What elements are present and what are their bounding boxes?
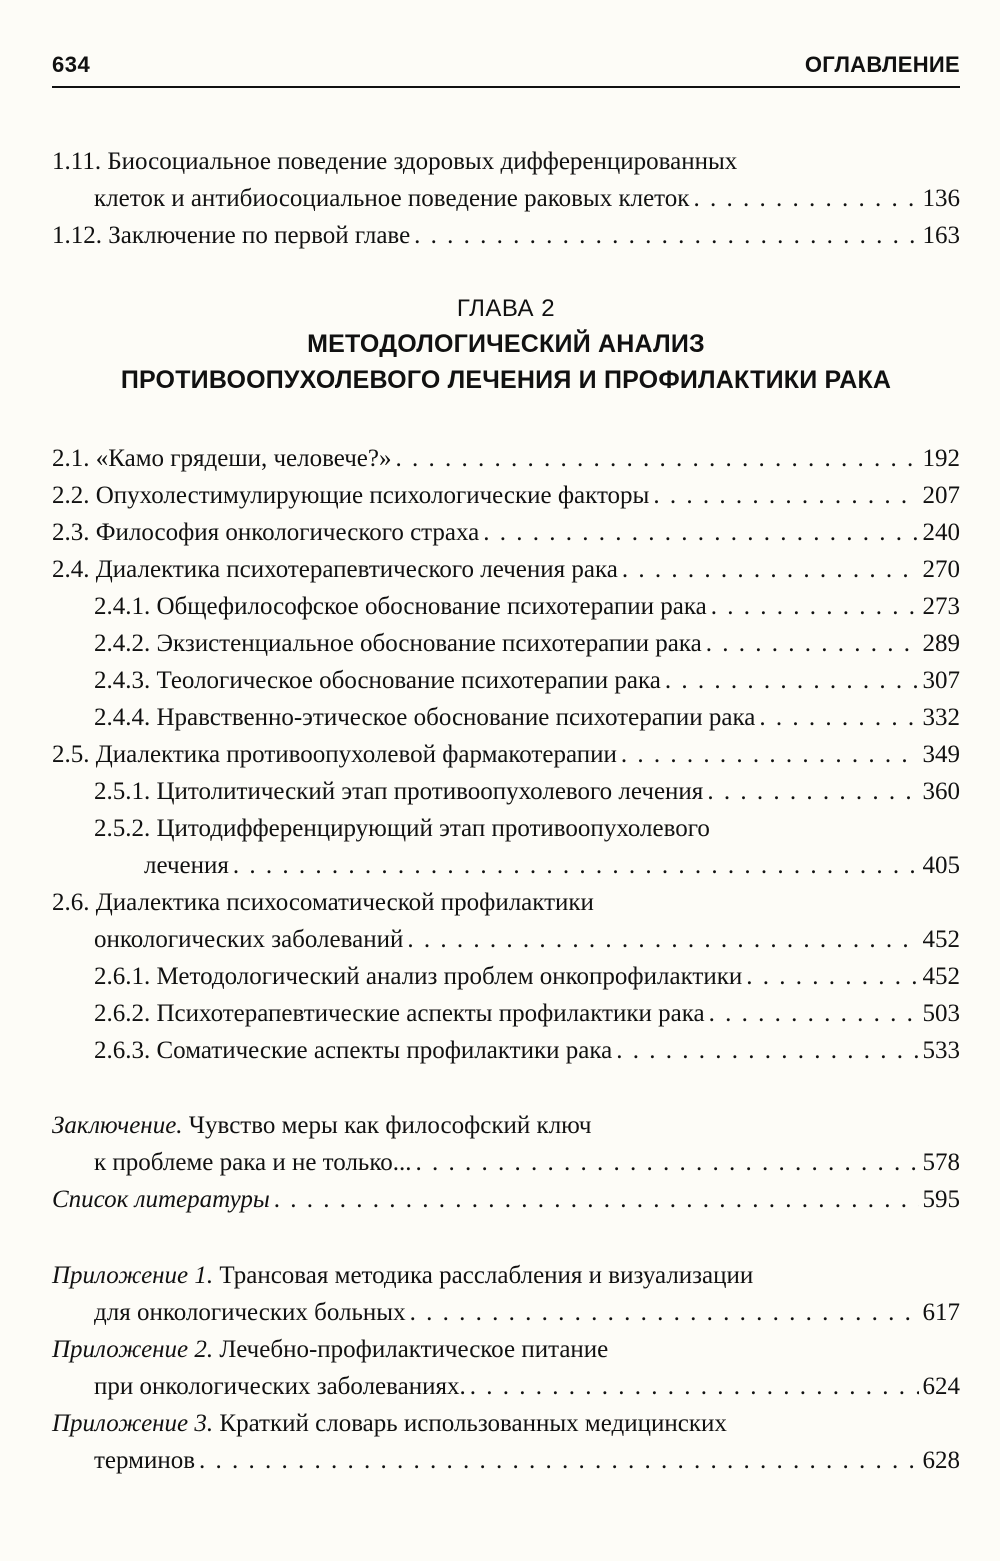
dot-leader	[703, 773, 918, 810]
toc-block-conclusion	[52, 1107, 960, 1218]
toc-entry-2-4-3[interactable]	[52, 662, 960, 699]
chapter-title-line-2: ПРОТИВООПУХОЛЕВОГО ЛЕЧЕНИЯ И ПРОФИЛАКТИКИ РАКА	[120, 366, 892, 394]
dot-leader	[479, 514, 918, 551]
toc-page-number: 405	[922, 852, 960, 879]
toc-entry-title: Трансовая методика расслабления и визуализации	[213, 1262, 754, 1289]
dot-leader	[707, 588, 919, 625]
toc-entry-title: 2.5. Диалектика противоопухолевой фармакотерапии	[52, 741, 617, 768]
toc-page-number: 192	[922, 445, 960, 472]
toc-entry-title-cont: лечения	[144, 852, 229, 879]
dot-leader	[612, 1032, 918, 1069]
toc-page-number: 207	[922, 482, 960, 509]
toc-page-number: 503	[922, 1000, 960, 1027]
dot-leader	[661, 662, 919, 699]
dot-leader	[195, 1442, 918, 1479]
toc-page-number: 533	[922, 1037, 960, 1064]
dot-leader	[742, 958, 918, 995]
toc-page-number: 628	[922, 1447, 960, 1474]
toc-entry-1-12[interactable]	[52, 217, 960, 254]
toc-entry-prefix: Список литературы	[52, 1186, 270, 1213]
chapter-heading	[52, 292, 960, 398]
toc-entry-appendix-3[interactable]	[52, 1405, 960, 1479]
toc-entry-2-6[interactable]	[52, 884, 960, 958]
dot-leader	[229, 847, 919, 884]
dot-leader	[617, 736, 919, 773]
toc-entry-title: 2.6.1. Методологический анализ проблем онкопрофилактики	[94, 963, 743, 990]
toc-entry-2-6-1[interactable]	[52, 958, 960, 995]
toc-page	[52, 0, 960, 1561]
toc-entry-title: 2.4.2. Экзистенциальное обоснование психотерапии рака	[94, 630, 702, 657]
toc-page-number: 136	[922, 185, 960, 212]
toc-entry-2-4[interactable]	[52, 551, 960, 588]
toc-entry-title-cont: к проблеме рака и не только...	[94, 1149, 412, 1176]
running-head	[52, 50, 960, 88]
toc-block-chapter-2	[52, 440, 960, 1069]
dot-leader	[411, 1144, 918, 1181]
toc-entry-2-5-1[interactable]	[52, 773, 960, 810]
toc-page-number: 273	[922, 593, 960, 620]
toc-entry-prefix: Приложение 2.	[52, 1336, 214, 1363]
toc-entry-appendix-1[interactable]	[52, 1257, 960, 1331]
toc-entry-title: 2.6.3. Соматические аспекты профилактики рака	[94, 1037, 613, 1064]
toc-entry-2-5[interactable]	[52, 736, 960, 773]
toc-entry-2-4-4[interactable]	[52, 699, 960, 736]
toc-page-number: 452	[922, 926, 960, 953]
toc-page-number: 617	[922, 1299, 960, 1326]
toc-entry-2-4-1[interactable]	[52, 588, 960, 625]
dot-leader	[410, 217, 918, 254]
toc-entry-title: 2.4. Диалектика психотерапевтического лечения рака	[52, 556, 618, 583]
dot-leader	[466, 1368, 919, 1405]
toc-page-number: 360	[922, 778, 960, 805]
toc-entry-2-3[interactable]	[52, 514, 960, 551]
toc-entry-2-4-2[interactable]	[52, 625, 960, 662]
toc-entry-1-11[interactable]	[52, 143, 960, 217]
dot-leader	[649, 477, 918, 514]
toc-page-number: 349	[922, 741, 960, 768]
toc-block-chapter-1-end	[52, 143, 960, 254]
page-number: 634	[52, 52, 91, 77]
dot-leader	[618, 551, 919, 588]
toc-entry-title: 2.5.1. Цитолитический этап противоопухолевого лечения	[94, 778, 704, 805]
toc-entry-title-cont: клеток и антибиосоциальное поведение раковых клеток	[94, 185, 690, 212]
toc-entry-title: 2.6. Диалектика психосоматической профилактики	[52, 889, 594, 916]
dot-leader	[705, 995, 919, 1032]
toc-entry-title: 1.11. Биосоциальное поведение здоровых дифференцированных	[52, 148, 738, 175]
toc-entry-title: Чувство меры как философский ключ	[182, 1112, 592, 1139]
toc-entry-prefix: Приложение 3.	[52, 1410, 214, 1437]
toc-entry-title-cont: при онкологических заболеваниях.	[94, 1373, 466, 1400]
chapter-label: ГЛАВА 2	[456, 295, 556, 322]
toc-entry-title: Краткий словарь использованных медицинских	[213, 1410, 727, 1437]
toc-page-number: 307	[922, 667, 960, 694]
toc-entry-title: 2.2. Опухолестимулирующие психологические факторы	[52, 482, 650, 509]
toc-entry-title: Лечебно-профилактическое питание	[213, 1336, 609, 1363]
dot-leader	[689, 180, 918, 217]
toc-entry-title-cont: для онкологических больных	[94, 1299, 406, 1326]
toc-page-number: 270	[922, 556, 960, 583]
toc-entry-title-cont: терминов	[94, 1447, 196, 1474]
toc-entry-conclusion[interactable]	[52, 1107, 960, 1181]
toc-entry-title: 2.6.2. Психотерапевтические аспекты профилактики рака	[94, 1000, 705, 1027]
toc-entry-2-5-2[interactable]	[52, 810, 960, 884]
toc-page-number: 332	[922, 704, 960, 731]
toc-page-number: 624	[922, 1373, 960, 1400]
section-name: ОГЛАВЛЕНИЕ	[804, 52, 960, 77]
toc-entry-title: 1.12. Заключение по первой главе	[52, 222, 411, 249]
toc-page-number: 595	[922, 1186, 960, 1213]
dot-leader	[270, 1181, 919, 1218]
dot-leader	[403, 921, 918, 958]
dot-leader	[702, 625, 919, 662]
toc-entry-title: 2.1. «Камо грядеши, человече?»	[52, 445, 392, 472]
toc-page-number: 578	[922, 1149, 960, 1176]
dot-leader	[755, 699, 918, 736]
toc-page-number: 240	[922, 519, 960, 546]
toc-entry-title: 2.4.1. Общефилософское обоснование психотерапии рака	[94, 593, 707, 620]
toc-entry-bibliography[interactable]	[52, 1181, 960, 1218]
dot-leader	[392, 440, 919, 477]
toc-entry-title: 2.4.4. Нравственно-этическое обоснование психотерапии рака	[94, 704, 756, 731]
toc-entry-2-6-2[interactable]	[52, 995, 960, 1032]
toc-entry-title: 2.4.3. Теологическое обоснование психотерапии рака	[94, 667, 661, 694]
toc-entry-prefix: Заключение.	[52, 1112, 183, 1139]
toc-entry-prefix: Приложение 1.	[52, 1262, 214, 1289]
toc-page-number: 289	[922, 630, 960, 657]
toc-entry-title-cont: онкологических заболеваний	[94, 926, 404, 953]
toc-entry-title: 2.3. Философия онкологического страха	[52, 519, 480, 546]
toc-entry-2-6-3[interactable]	[52, 1032, 960, 1069]
toc-page-number: 452	[922, 963, 960, 990]
toc-entry-2-1[interactable]	[52, 440, 960, 477]
chapter-title-line-1: МЕТОДОЛОГИЧЕСКИЙ АНАЛИЗ	[307, 330, 705, 358]
toc-block-appendices	[52, 1257, 960, 1479]
toc-entry-2-2[interactable]	[52, 477, 960, 514]
toc-entry-appendix-2[interactable]	[52, 1331, 960, 1405]
toc-entry-title: 2.5.2. Цитодифференцирующий этап противоопухолевого	[94, 815, 710, 842]
toc-page-number: 163	[922, 222, 960, 249]
dot-leader	[406, 1294, 919, 1331]
